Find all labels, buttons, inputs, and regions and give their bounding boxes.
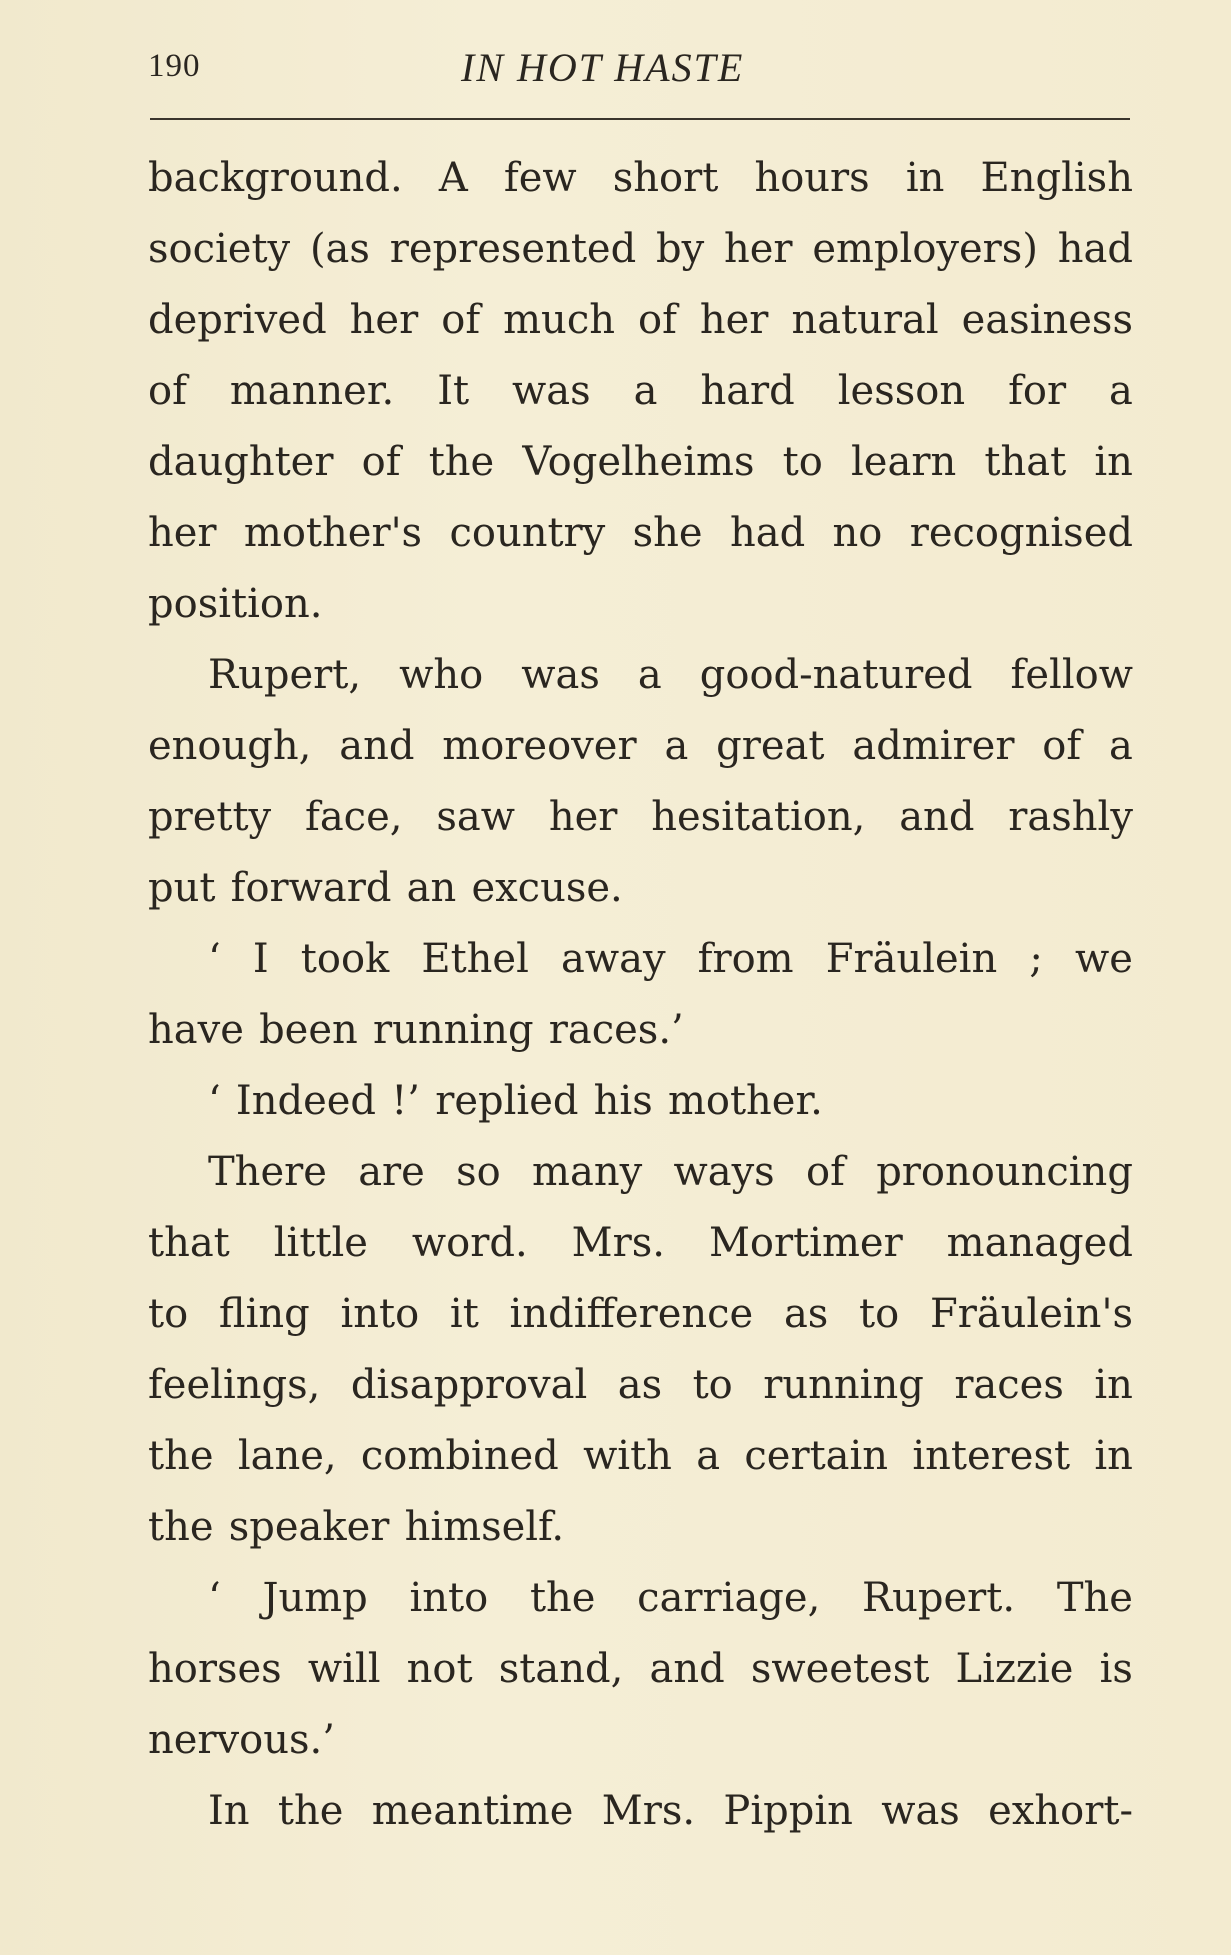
text-line: position. <box>148 581 323 627</box>
running-title: IN HOT HASTE <box>461 45 745 90</box>
text-line: the speaker himself. <box>148 1504 565 1550</box>
text-line: In the meantime Mrs. Pippin was exhort- <box>208 1788 1133 1834</box>
text-line: that little word. Mrs. Mortimer managed <box>148 1220 1133 1266</box>
text-line: the lane, combined with a certain interest in <box>148 1433 1133 1479</box>
text-line: There are so many ways of pronouncing <box>208 1149 1133 1195</box>
text-line: to fling into it indifference as to Fräulein's <box>148 1291 1133 1337</box>
page-number: 190 <box>148 48 201 84</box>
text-line: pretty face, saw her hesitation, and rashly <box>148 794 1133 840</box>
text-line: ‘ Jump into the carriage, Rupert. The <box>208 1575 1133 1621</box>
text-line: daughter of the Vogelheims to learn that in <box>148 439 1133 485</box>
text-line: put forward an excuse. <box>148 865 623 911</box>
header-rule <box>150 118 1130 120</box>
text-line: nervous.’ <box>148 1717 335 1763</box>
text-line: feelings, disapproval as to running races in <box>148 1362 1133 1408</box>
text-line: society (as represented by her employers) had <box>148 226 1133 272</box>
running-head <box>148 40 1128 100</box>
text-line: her mother's country she had no recognised <box>148 510 1133 556</box>
text-line: ‘ Indeed !’ replied his mother. <box>208 1078 823 1124</box>
text-line: Rupert, who was a good-natured fellow <box>208 652 1133 698</box>
text-line: horses will not stand, and sweetest Lizzie is <box>148 1646 1133 1692</box>
text-line: deprived her of much of her natural easiness <box>148 297 1133 343</box>
text-line: enough, and moreover a great admirer of a <box>148 723 1133 769</box>
text-line: ‘ I took Ethel away from Fräulein ; we <box>208 936 1133 982</box>
body-text <box>148 143 1133 1847</box>
text-line: have been running races.’ <box>148 1007 684 1053</box>
text-line: background. A few short hours in English <box>148 155 1133 201</box>
text-line: of manner. It was a hard lesson for a <box>148 368 1133 414</box>
